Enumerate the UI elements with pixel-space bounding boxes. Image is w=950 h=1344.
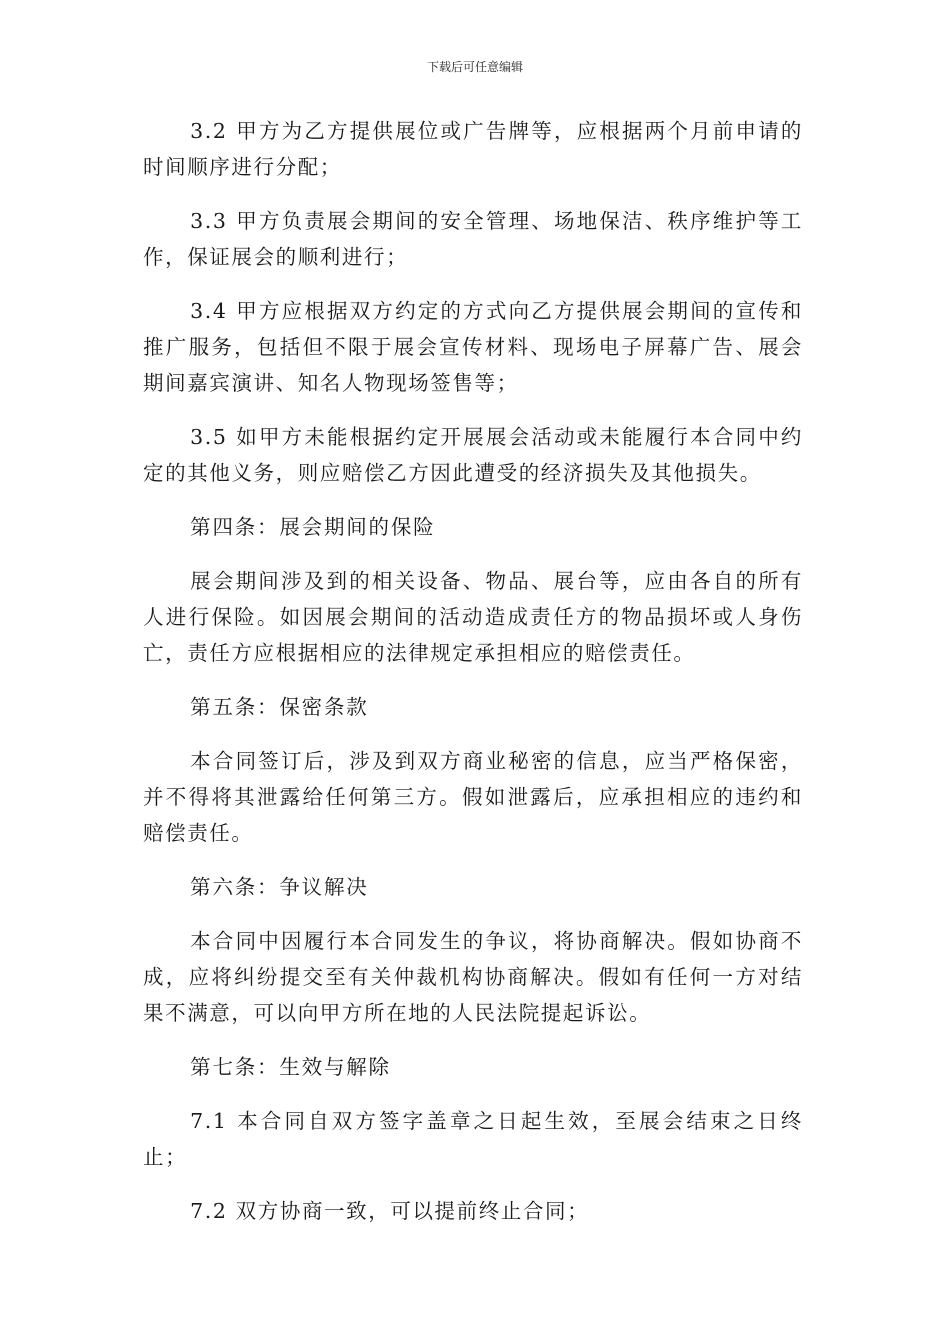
clause-3-4: 3.4 甲方应根据双方约定的方式向乙方提供展会期间的宣传和推广服务，包括但不限于展会宣传材料、现场电子屏幕广告、展会期间嘉宾演讲、知名人物现场签售等； [143,299,803,395]
clause-3-5: 3.5 如甲方未能根据约定开展展会活动或未能履行本合同中约定的其他义务，则应赔偿乙方因此遭受的经济损失及其他损失。 [143,425,803,485]
clause-7-1: 7.1 本合同自双方签字盖章之日起生效，至展会结束之日终止； [143,1109,803,1169]
article-4-text: 展会期间涉及到的相关设备、物品、展台等，应由各自的所有人进行保险。如因展会期间的活动造成责任方的物品损坏或人身伤亡，责任方应根据相应的法律规定承担相应的赔偿责任。 [143,569,803,665]
contract-body [143,113,803,1247]
article-4-heading: 第四条：展会期间的保险 [190,515,436,539]
article-6-heading: 第六条：争议解决 [190,875,369,899]
article-5-text: 本合同签订后，涉及到双方商业秘密的信息，应当严格保密，并不得将其泄露给任何第三方。假如泄露后，应承担相应的违约和赔偿责任。 [143,749,803,845]
page-header-note: 下载后可任意编辑 [426,60,523,74]
article-7-heading: 第七条：生效与解除 [190,1055,391,1079]
clause-3-3: 3.3 甲方负责展会期间的安全管理、场地保洁、秩序维护等工作，保证展会的顺利进行； [143,209,803,269]
article-5-heading: 第五条：保密条款 [190,695,369,719]
article-6-text: 本合同中因履行本合同发生的争议，将协商解决。假如协商不成，应将纠纷提交至有关仲裁机构协商解决。假如有任何一方对结果不满意，可以向甲方所在地的人民法院提起诉讼。 [143,929,803,1025]
clause-3-2: 3.2 甲方为乙方提供展位或广告牌等，应根据两个月前申请的时间顺序进行分配； [143,119,803,179]
clause-7-2: 7.2 双方协商一致，可以提前终止合同； [190,1199,590,1223]
